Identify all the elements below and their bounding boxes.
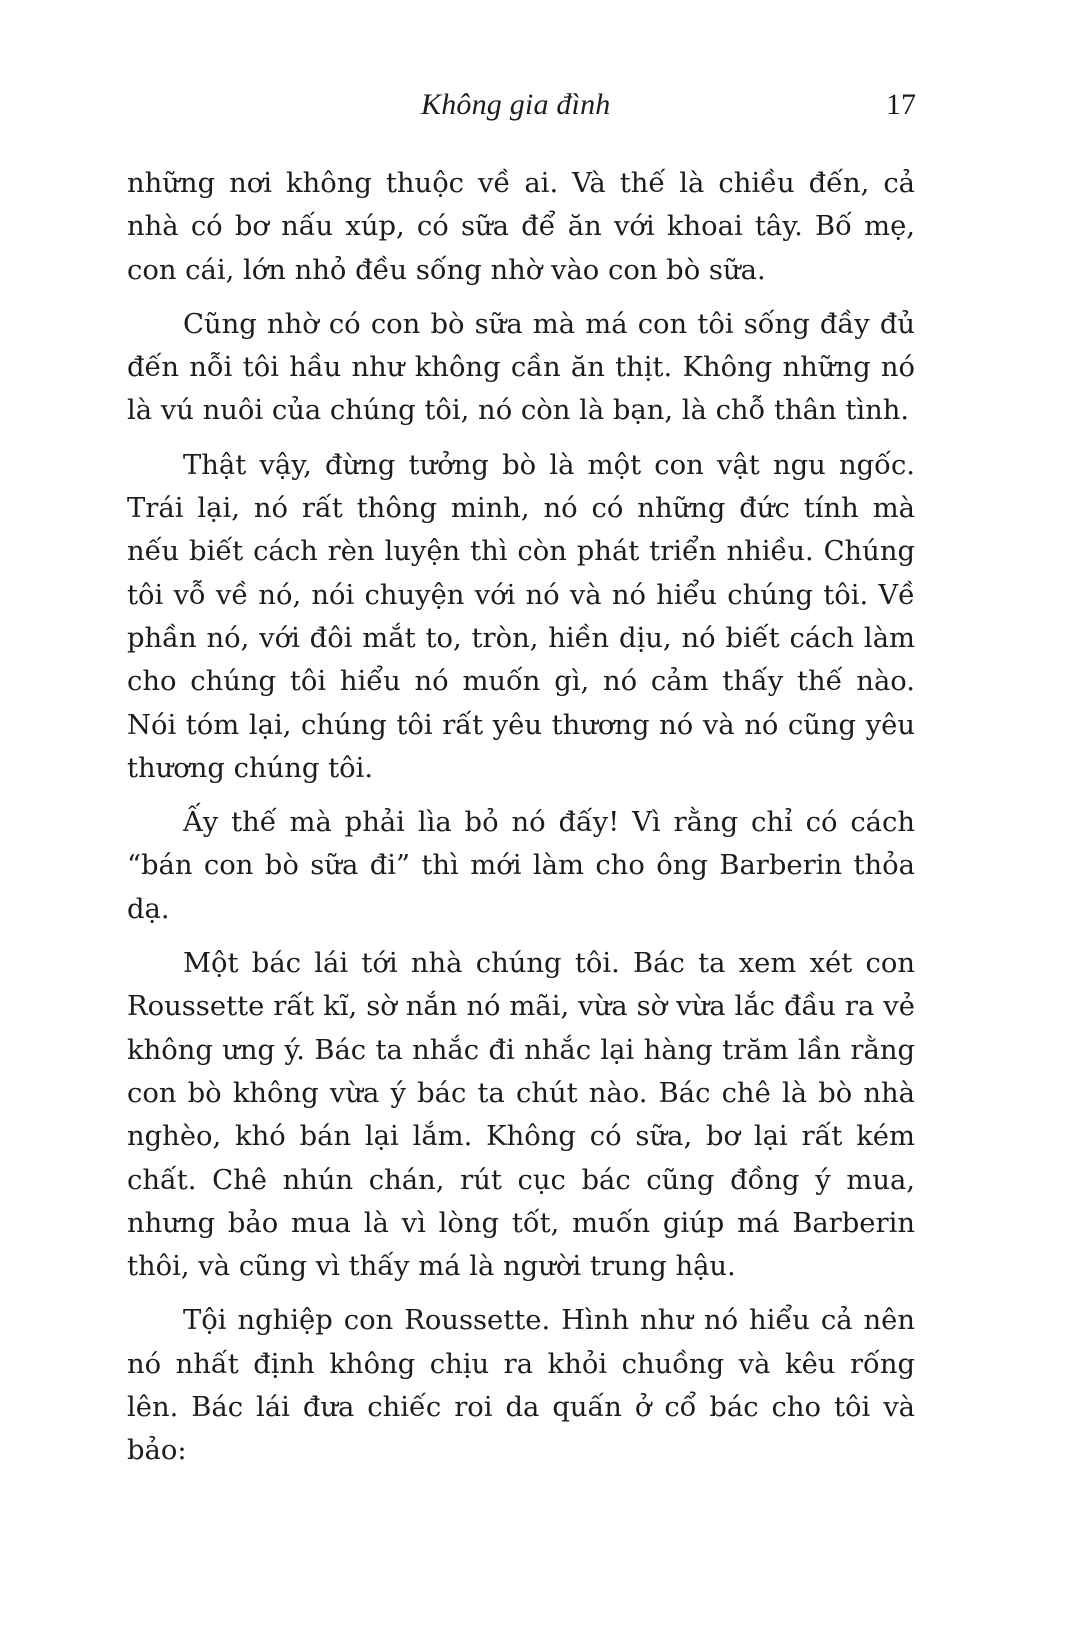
running-header xyxy=(0,88,1080,128)
body-text xyxy=(127,162,915,1484)
book-title: Không gia đình xyxy=(421,88,611,121)
paragraph-continuation: những nơi không thuộc về ai. Và thế là chiều đến, cả nhà có bơ nấu xúp, có sữa để ăn với khoai tây. Bố mẹ, con cái, lớn nhỏ đều sống nhờ vào con bò sữa. xyxy=(127,168,915,286)
paragraph: Ấy thế mà phải lìa bỏ nó đấy! Vì rằng chỉ có cách “bán con bò sữa đi” thì mới làm cho ông Barberin thỏa dạ. xyxy=(127,807,915,925)
paragraph: Thật vậy, đừng tưởng bò là một con vật ngu ngốc. Trái lại, nó rất thông minh, nó có những đức tính mà nếu biết cách rèn luyện thì còn phát triển nhiều. Chúng tôi vỗ về nó, nói chuyện với nó và nó hiểu chúng tôi. Về phần nó, với đôi mắt to, tròn, hiền dịu, nó biết cách làm cho chúng tôi hiểu nó muốn gì, nó cảm thấy thế nào. Nói tóm lại, chúng tôi rất yêu thương nó và nó cũng yêu thương chúng tôi. xyxy=(127,449,915,784)
paragraph: Cũng nhờ có con bò sữa mà má con tôi sống đầy đủ đến nỗi tôi hầu như không cần ăn thịt. Không những nó là vú nuôi của chúng tôi, nó còn là bạn, là chỗ thân tình. xyxy=(127,308,915,427)
paragraph: Tội nghiệp con Roussette. Hình như nó hiểu cả nên nó nhất định không chịu ra khỏi chuồng và kêu rống lên. Bác lái đưa chiếc roi da quấn ở cổ bác cho tôi và bảo: xyxy=(127,1305,915,1467)
paragraph: Một bác lái tới nhà chúng tôi. Bác ta xem xét con Roussette rất kĩ, sờ nắn nó mãi, vừa sờ vừa lắc đầu ra vẻ không ưng ý. Bác ta nhắc đi nhắc lại hàng trăm lần rằng con bò không vừa ý bác ta chút nào. Bác chê là bò nhà nghèo, khó bán lại lắm. Không có sữa, bơ lại rất kém chất. Chê nhún chán, rút cục bác cũng đồng ý mua, nhưng bảo mua là vì lòng tốt, muốn giúp má Barberin thôi, và cũng vì thấy má là người trung hậu. xyxy=(127,948,915,1283)
page-number: 17 xyxy=(886,88,916,121)
